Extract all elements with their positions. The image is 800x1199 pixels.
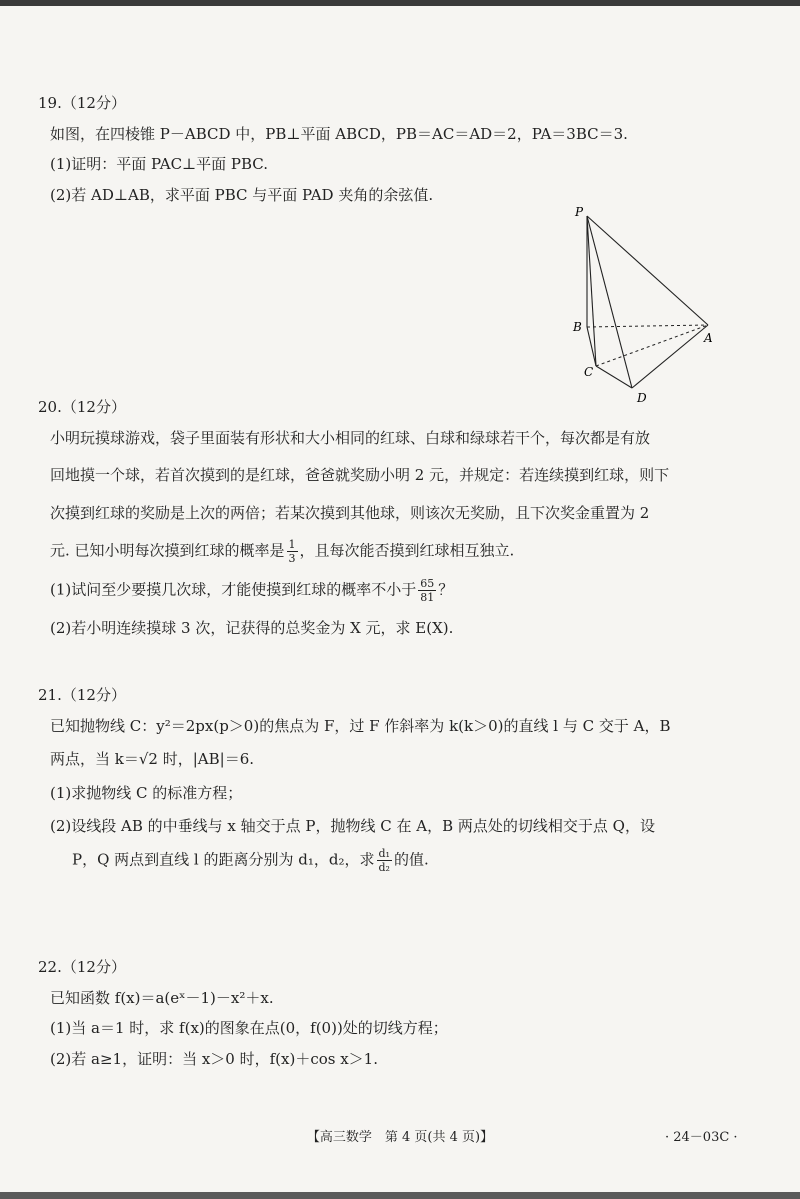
question-20-line-1: 小明玩摸球游戏，袋子里面装有形状和大小相同的红球、白球和绿球若干个，每次都是有放 — [50, 429, 651, 447]
edge-DA — [632, 325, 708, 388]
question-21-part-2: (2)设线段 AB 的中垂线与 x 轴交于点 P，抛物线 C 在 A，B 两点处的切线相交于点 Q，设 — [50, 816, 655, 835]
question-20-part-1 — [50, 578, 763, 603]
question-22-part-1: (1)当 a＝1 时，求 f(x)的图象在点(0，f(0))处的切线方程； — [50, 1019, 448, 1038]
question-20-line-2: 回地摸一个球，若首次摸到的是红球，爸爸就奖励小明 2 元，并规定：若连续摸到红球，则下 — [50, 466, 670, 485]
question-20-line-3: 次摸到红球的奖励是上次的两倍；若某次摸到其他球，则该次无奖励，且下次奖金重置为 2 — [50, 503, 650, 522]
edge-BA-hidden — [587, 325, 708, 327]
question-20-part-1-text-b: ？ — [438, 580, 454, 599]
question-22-header: 22.（12分） — [38, 958, 126, 976]
question-19-header: 19.（12分） — [38, 94, 126, 112]
question-20-part-2: (2)若小明连续摸球 3 次，记获得的总奖金为 X 元，求 E(X). — [50, 618, 454, 637]
label-D: D — [637, 391, 647, 405]
question-19-part-2: (2)若 AD⊥AB，求平面 PBC 与平面 PAD 夹角的余弦值. — [50, 185, 434, 204]
fraction-d1-d2 — [377, 848, 392, 873]
question-21-part-2-cont — [50, 848, 763, 873]
edge-CA-hidden — [596, 325, 708, 366]
question-21-part-1: (1)求抛物线 C 的标准方程； — [50, 783, 243, 802]
question-21-header: 21.（12分） — [38, 686, 126, 704]
question-21-part-2-text-b: 的值. — [393, 850, 429, 869]
label-B: B — [573, 320, 582, 334]
pyramid-figure — [566, 200, 726, 410]
question-19 — [38, 92, 763, 214]
question-20-line-4-text-b: ，且每次能否摸到红球相互独立. — [299, 541, 515, 560]
edge-PD — [587, 216, 632, 388]
question-21-line-1: 已知抛物线 C：y²＝2px(p＞0)的焦点为 F，过 F 作斜率为 k(k＞0)的直线 l 与 C 交于 A，B — [50, 717, 671, 735]
question-20-line-4-text-a: 元. 已知小明每次摸到红球的概率是 — [50, 541, 285, 560]
fraction-numerator: 65 — [420, 576, 435, 590]
question-21-line-2: 两点，当 k＝√2 时，|AB|＝6. — [50, 750, 255, 769]
question-19-part-1: (1)证明：平面 PAC⊥平面 PBC. — [50, 155, 269, 174]
footer-page-info: 【高三数学 第 4 页(共 4 页)】 — [306, 1130, 494, 1145]
question-19-stem: 如图，在四棱锥 P－ABCD 中，PB⊥平面 ABCD，PB＝AC＝AD＝2，PA＝3BC＝3. — [50, 125, 628, 143]
edge-PA — [587, 216, 708, 325]
question-21 — [38, 684, 763, 883]
fraction-denominator: 3 — [288, 551, 296, 565]
question-20-part-1-text-a: (1)试问至少要摸几次球，才能使摸到红球的概率不小于 — [50, 580, 417, 599]
footer-exam-code: · 24－03C · — [665, 1130, 738, 1145]
question-20 — [38, 396, 763, 654]
question-22-stem: 已知函数 f(x)＝a(eˣ－1)－x²＋x. — [50, 989, 274, 1007]
fraction-denominator: 81 — [420, 590, 435, 604]
question-21-part-2-text-a: P，Q 两点到直线 l 的距离分别为 d₁，d₂，求 — [72, 850, 375, 869]
fraction-denominator: d₂ — [378, 861, 390, 874]
fraction-numerator: d₁ — [378, 847, 390, 860]
question-22-part-2: (2)若 a≥1，证明：当 x＞0 时，f(x)＋cos x＞1. — [50, 1049, 378, 1068]
label-A: A — [704, 331, 713, 345]
question-20-line-4 — [50, 539, 763, 564]
fraction-numerator: 1 — [288, 537, 296, 551]
fraction-one-third — [287, 539, 298, 564]
fraction-65-81 — [418, 578, 436, 603]
question-22 — [38, 956, 763, 1078]
question-20-header: 20.（12分） — [38, 398, 126, 416]
label-C: C — [584, 365, 594, 379]
bottom-edge-bar — [0, 1192, 800, 1199]
top-edge-bar — [0, 0, 800, 6]
label-P: P — [575, 205, 584, 219]
edge-PC — [587, 216, 596, 366]
